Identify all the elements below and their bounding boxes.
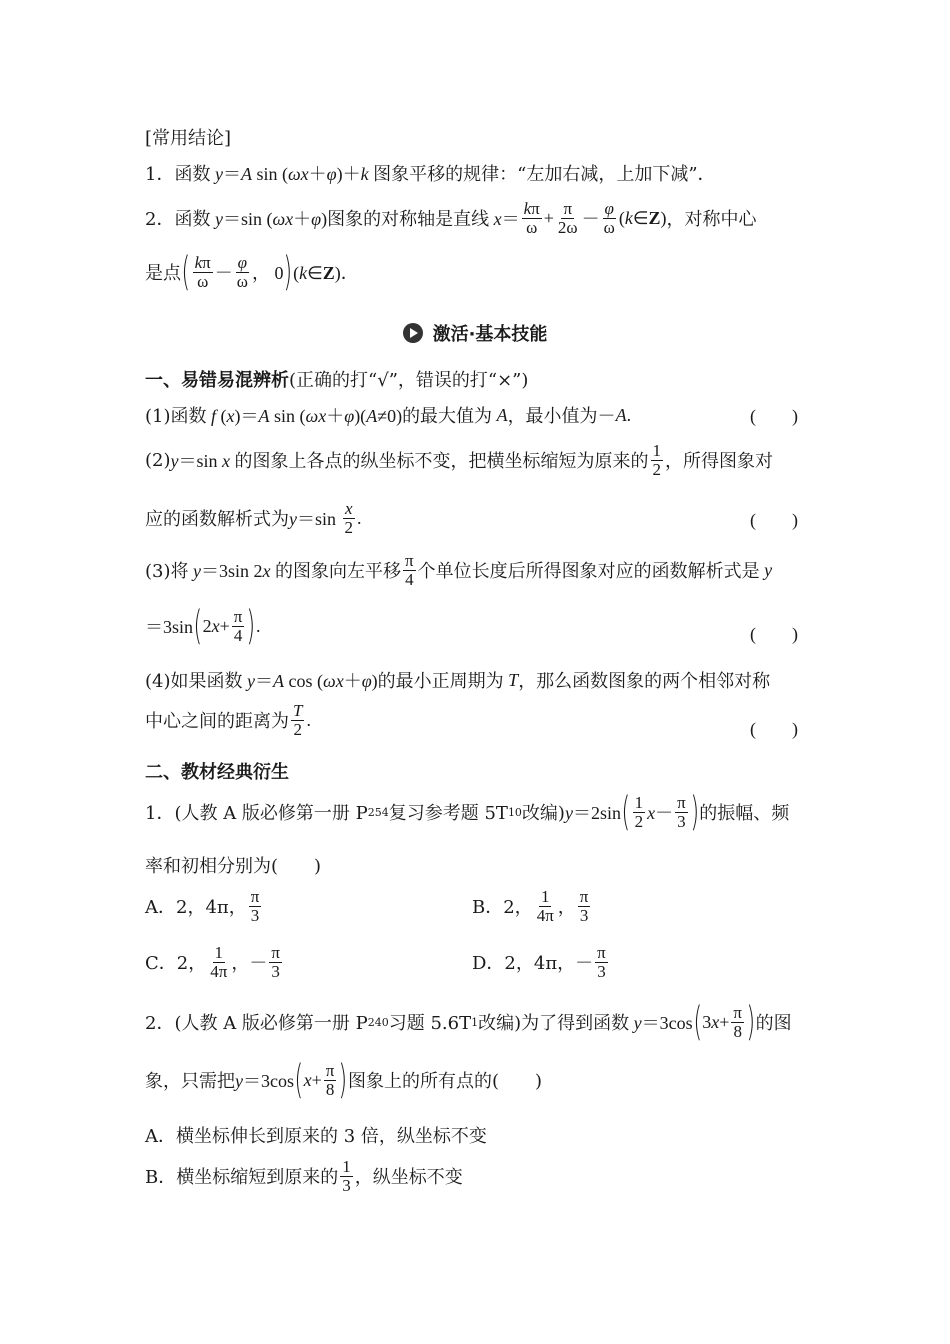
question-2: (2) y＝sin x 的图象上各点的纵坐标不变，把横坐标缩短为原来的 $\frac{1}{2}$ ，所得图象对 [145,441,774,479]
conclusion-item-2-cont: 是点 ( $\frac{k\pi}{\omega}$ － $\frac{\varphi}{\omega}$ ， 0 ) (k∈Z)． [145,249,359,295]
problem-1-cont: 率和初相分别为( ) [145,856,322,877]
problem-2: 2．(人教 A 版必修第一册 P 240 习题 5.6T 1 改编)为了得到函数 y＝3cos ( 3x+ $\frac{\pi}{8}$ ) 的图 [145,999,792,1045]
option-2a[interactable]: A．横坐标伸长到原来的 3 倍，纵坐标不变 [145,1126,487,1147]
answer-blank-3[interactable]: ( ) [750,624,798,644]
part1-heading: 一、易错易混辨析 (正确的打“√”，错误的打“×”) [145,370,529,391]
question-4: (4)如果函数 y＝A cos (ωx＋φ) 的最小正周期为 T ，那么函数图象的两个相邻对称 [145,669,771,692]
option-1b[interactable]: B．2， $\frac{1}{4\pi}$ ， $\frac{\pi}{3}$ [472,887,589,925]
problem-2-cont: 象，只需把 y＝3cos ( x+ $\frac{\pi}{8}$ ) 图象上的所有点的( ) [145,1057,543,1103]
answer-blank-4[interactable]: ( ) [750,719,798,739]
option-1d[interactable]: D．2，4π，－ $\frac{\pi}{3}$ [472,943,606,981]
option-2b[interactable]: B．横坐标缩短到原来的 $\frac{1}{3}$ ，纵坐标不变 [145,1157,463,1195]
question-3-cont: ＝3sin ( 2x+ $\frac{\pi}{4}$ ) . [145,603,261,649]
play-circle-icon [403,323,423,343]
question-4-cont: 中心之间的距离为 $\frac{T}{2}$ . [145,701,311,739]
option-1a[interactable]: A．2，4π， $\frac{\pi}{3}$ [145,887,260,925]
question-1: (1)函数 f (x)＝A sin (ωx＋φ)(A≠0) 的最大值为 A ，最小值为－ A. [145,404,632,427]
problem-1: 1．(人教 A 版必修第一册 P 254 复习参考题 5T 10 改编) y＝2sin ( $\frac{1}{2}$ x－ $\frac{\pi}{3}$ ) 的振幅、频 [145,789,790,835]
conclusion-item-1: 1．函数 y＝A sin (ωx＋φ)＋k 图象平移的规律：“左加右减，上加下减”． [145,164,716,185]
part2-heading: 二、教材经典衍生 [145,762,289,783]
question-3: (3)将 y＝3sin 2x 的图象向左平移 $\frac{\pi}{4}$ 个单位长度后所得图象对应的函数解析式是 y [145,551,773,589]
conclusions-header: [常用结论] [145,128,232,149]
question-2-cont: 应的函数解析式为 y＝sin $\frac{x}{2}$ . [145,499,362,537]
section-title: 激活·基本技能 [0,320,950,346]
answer-blank-2[interactable]: ( ) [750,510,798,530]
conclusion-item-2: 2．函数 y＝sin (ωx＋φ) 图象的对称轴是直线 x＝ $\frac{k\pi}{\omega}$ + $\frac{\pi}{2\omega}$ － $\frac{\varphi}{\omega}$ (k∈Z) ，对称中心 [145,199,757,237]
option-1c[interactable]: C．2， $\frac{1}{4\pi}$ ，－ $\frac{\pi}{3}$ [145,943,280,981]
answer-blank-1[interactable]: ( ) [750,406,798,426]
